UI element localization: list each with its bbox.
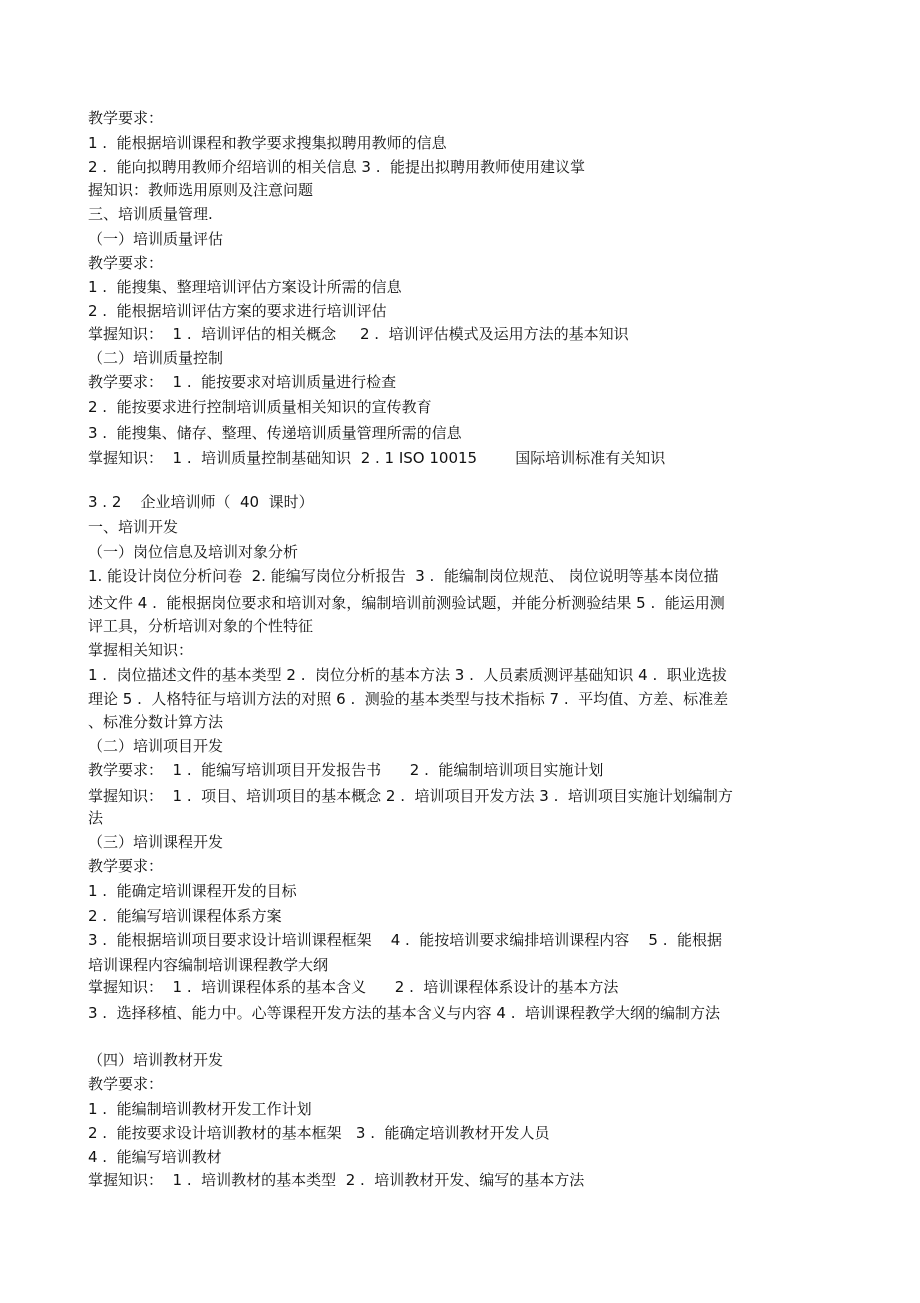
text-line: 教学要求： [88,857,164,875]
text-line: （一）培训质量评估 [88,230,224,248]
text-line: 教学要求： 1 . 能按要求对培训质量进行检查 [88,373,397,391]
text-line: 教学要求： 1 . 能编写培训项目开发报告书 2 . 能编制培训项目实施计划 [88,761,604,779]
text-line: 3 . 能根据培训项目要求设计培训课程框架 4 . 能按培训要求编排培训课程内容 5 . 能根据 [88,931,722,949]
text-line: （四）培训教材开发 [88,1051,224,1069]
text-line: 、标准分数计算方法 [88,713,224,731]
text-line: 述文件 4 . 能根据岗位要求和培训对象，编制培训前测验试题，并能分析测验结果 5 . 能运用测 [88,594,725,612]
text-line: 一、培训开发 [88,518,179,536]
text-line: 1 . 能搜集、整理培训评估方案设计所需的信息 [88,278,402,296]
text-line: （二）培训项目开发 [88,737,224,755]
text-line: 握知识：教师选用原则及注意问题 [88,181,314,199]
text-line: 2 . 能编写培训课程体系方案 [88,907,282,925]
text-line: 教学要求： [88,109,164,127]
text-line: 2 . 能按要求设计培训教材的基本框架 3 . 能确定培训教材开发人员 [88,1124,550,1142]
text-line: （二）培训质量控制 [88,349,224,367]
text-line: 3 . 选择移植、能力中。心等课程开发方法的基本含义与内容 4 . 培训课程教学大纲的编制方法 [88,1004,721,1022]
text-line: 3 . 2 企业培训师（ 40 课时） [88,493,314,511]
text-line: 掌握知识： 1 . 项目、培训项目的基本概念 2 . 培训项目开发方法 3 . 培训项目实施计划编制方 [88,787,733,805]
text-line: 理论 5 . 人格特征与培训方法的对照 6 . 测验的基本类型与技术指标 7 . 平均值、方差、标准差 [88,690,729,708]
text-line: 掌握知识： 1 . 培训质量控制基础知识 2 . 1 ISO 10015 国际培训标准有关知识 [88,449,666,467]
text-line: 掌握知识： 1 . 培训课程体系的基本含义 2 . 培训课程体系设计的基本方法 [88,978,619,996]
text-line: 掌握相关知识： [88,641,194,659]
text-line: 三、培训质量管理. [88,205,213,223]
text-line: 3 . 能搜集、储存、整理、传递培训质量管理所需的信息 [88,424,462,442]
text-line: （三）培训课程开发 [88,833,224,851]
text-line: 2 . 能按要求进行控制培训质量相关知识的宣传教育 [88,398,432,416]
text-line: 1 . 能根据培训课程和教学要求搜集拟聘用教师的信息 [88,134,447,152]
text-line: 教学要求： [88,1075,164,1093]
text-line: 掌握知识： 1 . 培训评估的相关概念 2 . 培训评估模式及运用方法的基本知识 [88,325,629,343]
text-line: （一）岗位信息及培训对象分析 [88,543,299,561]
text-line: 评工具，分析培训对象的个性特征 [88,617,314,635]
text-line: 1 . 能编制培训教材开发工作计划 [88,1100,312,1118]
text-line: 2 . 能向拟聘用教师介绍培训的相关信息 3 . 能提出拟聘用教师使用建议掌 [88,158,586,176]
text-line: 掌握知识： 1 . 培训教材的基本类型 2 . 培训教材开发、编写的基本方法 [88,1171,585,1189]
text-line: 1. 能设计岗位分析问卷 2. 能编写岗位分析报告 3 . 能编制岗位规范、 岗位说明等基本岗位描 [88,567,719,585]
text-line: 教学要求： [88,254,164,272]
text-line: 法 [88,809,104,827]
text-line: 2 . 能根据培训评估方案的要求进行培训评估 [88,302,387,320]
text-line: 1 . 岗位描述文件的基本类型 2 . 岗位分析的基本方法 3 . 人员素质测评基础知识 4 . 职业选拔 [88,666,727,684]
text-line: 培训课程内容编制培训课程教学大纲 [88,956,329,974]
text-line: 1 . 能确定培训课程开发的目标 [88,882,297,900]
text-line: 4 . 能编写培训教材 [88,1148,222,1166]
